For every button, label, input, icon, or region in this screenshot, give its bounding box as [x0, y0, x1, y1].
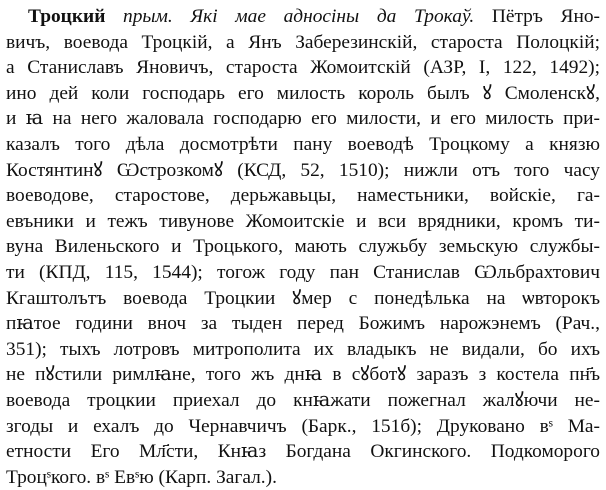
- citation-line: ино дей коли господарь его милость король былъ ꙋ Смоленскꙋ,: [6, 82, 600, 104]
- citation-line: не пꙋстили римлꙗне, того жъ днꙗ в сꙋботꙋ заразъ з костела пн҃ъ: [6, 364, 600, 386]
- citation-line: казалъ того дѣла досмотрѣти пану воеводѣ Троцкому а князю: [6, 133, 600, 155]
- citation-line: вуна Виленьского и Троцького, мають служьбу земьскую службы-: [6, 236, 600, 258]
- dictionary-entry: [6, 4, 600, 490]
- citation-line: а Станиславъ Яновичъ, староста Жомоитскій (АЗР, І, 122, 1492);: [6, 57, 600, 79]
- entry-first-line: [6, 4, 600, 30]
- citation-line: евъники и тежъ тивунове Жомоитскіе и вси врядники, кромъ ти-: [6, 210, 600, 232]
- citation-line: Кгаштолътъ воевода Троцкии ꙋмер с понедѣлька на ѡвторокъ: [6, 287, 600, 309]
- citation-line: Троцˢкого. вˢ Евˢю (Карп. Загал.).: [6, 466, 277, 488]
- citation-line: Костянтинꙋ Ѡстрозкомꙋ (КСД, 52, 1510); нижли отъ того часу: [6, 159, 600, 181]
- gloss: прым. Які мае адносіны да Трокаў.: [123, 6, 475, 27]
- citation-line: воеводове, старостове, дерьжавьцы, наместьники, войскіе, га-: [6, 185, 600, 207]
- citation-line: ти (КПД, 115, 1544); тогож году пан Станислав Ѡльбрахтович: [6, 261, 600, 283]
- citation-line: и ꙗ на него жаловала господарю его милости, и его милость при-: [6, 108, 600, 130]
- citation-line: воевода троцкии приехал до кнꙗжати пожегнал жалꙋючи не-: [6, 389, 600, 411]
- citation-line: вичъ, воевода Троцкій, а Янъ Заберезинскій, староста Полоцкій;: [6, 31, 600, 53]
- citation-line: пꙗтое години вноч за тыден перед Божимъ нарожэнемъ (Рач.,: [6, 313, 600, 335]
- citation-line: етности Его Мл҃сти, Кнꙗз Богдана Окгинского. Подкоморого: [6, 441, 600, 463]
- citation-line: Пётръ Яно-: [491, 6, 600, 27]
- citation-line: згоды и ехалъ до Чернавчичъ (Барк., 151б); Друковано вˢ Ма-: [6, 415, 600, 437]
- headword: Троцкий: [28, 6, 106, 27]
- citation-line: 351); тыхъ лотровъ митрополита их владыкъ не видали, бо ихъ: [6, 338, 600, 360]
